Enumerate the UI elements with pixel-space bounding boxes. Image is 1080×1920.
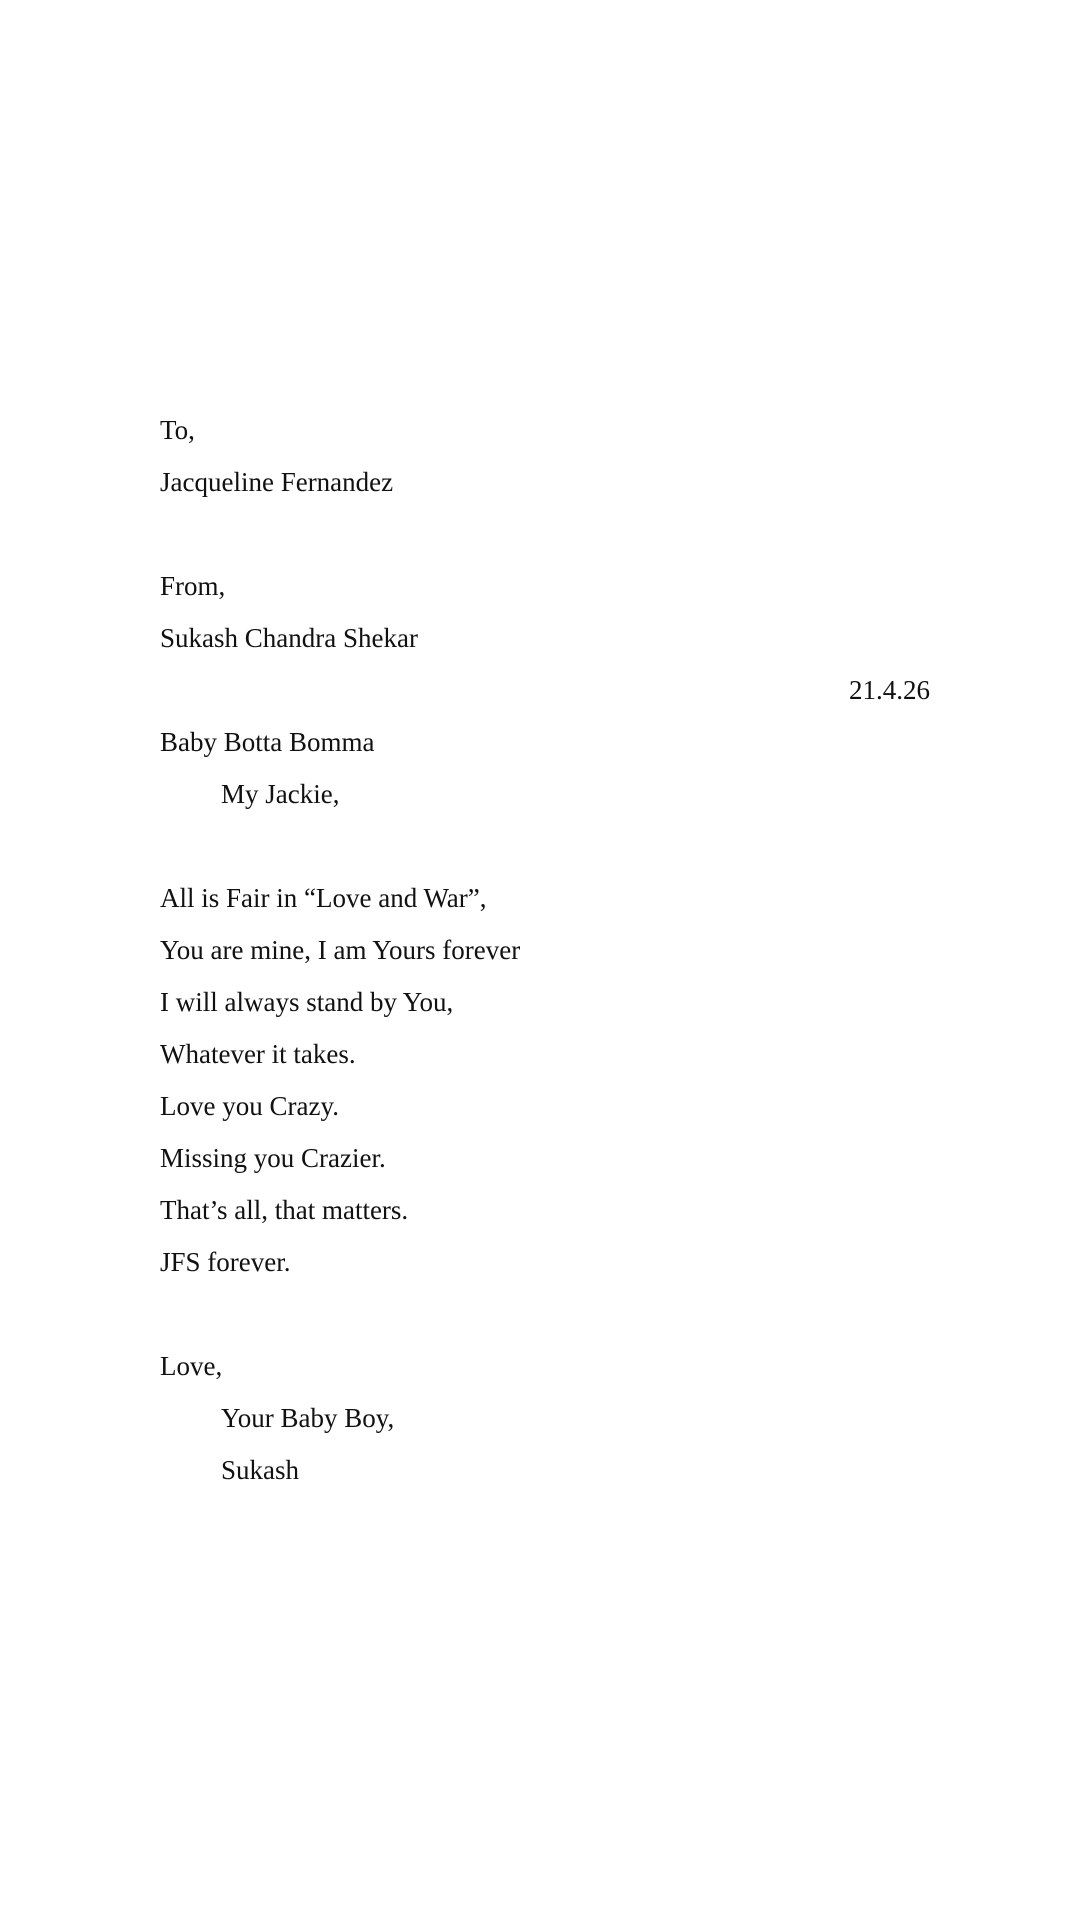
salutation-line-1: Baby Botta Bomma [160, 727, 375, 757]
letter-body [160, 404, 930, 1496]
body-line: Love you Crazy. [160, 1091, 339, 1121]
closing-line-1: Love, [160, 1351, 223, 1381]
body-line: I will always stand by You, [160, 987, 454, 1017]
from-label: From, [160, 571, 226, 601]
sender-name: Sukash Chandra Shekar [160, 623, 418, 653]
closing-line-2: Your Baby Boy, [221, 1403, 395, 1433]
signature-name: Sukash [221, 1455, 300, 1485]
body-line: JFS forever. [160, 1247, 291, 1277]
salutation-line-2: My Jackie, [221, 779, 340, 809]
spacer [160, 508, 930, 560]
letter-date: 21.4.26 [849, 675, 930, 705]
body-line: That’s all, that matters. [160, 1195, 409, 1225]
spacer [160, 820, 930, 872]
recipient-name: Jacqueline Fernandez [160, 467, 394, 497]
body-line: You are mine, I am Yours forever [160, 935, 521, 965]
body-line: Missing you Crazier. [160, 1143, 386, 1173]
body-line: Whatever it takes. [160, 1039, 356, 1069]
spacer [160, 1288, 930, 1340]
body-line: All is Fair in “Love and War”, [160, 883, 487, 913]
to-label: To, [160, 415, 195, 445]
